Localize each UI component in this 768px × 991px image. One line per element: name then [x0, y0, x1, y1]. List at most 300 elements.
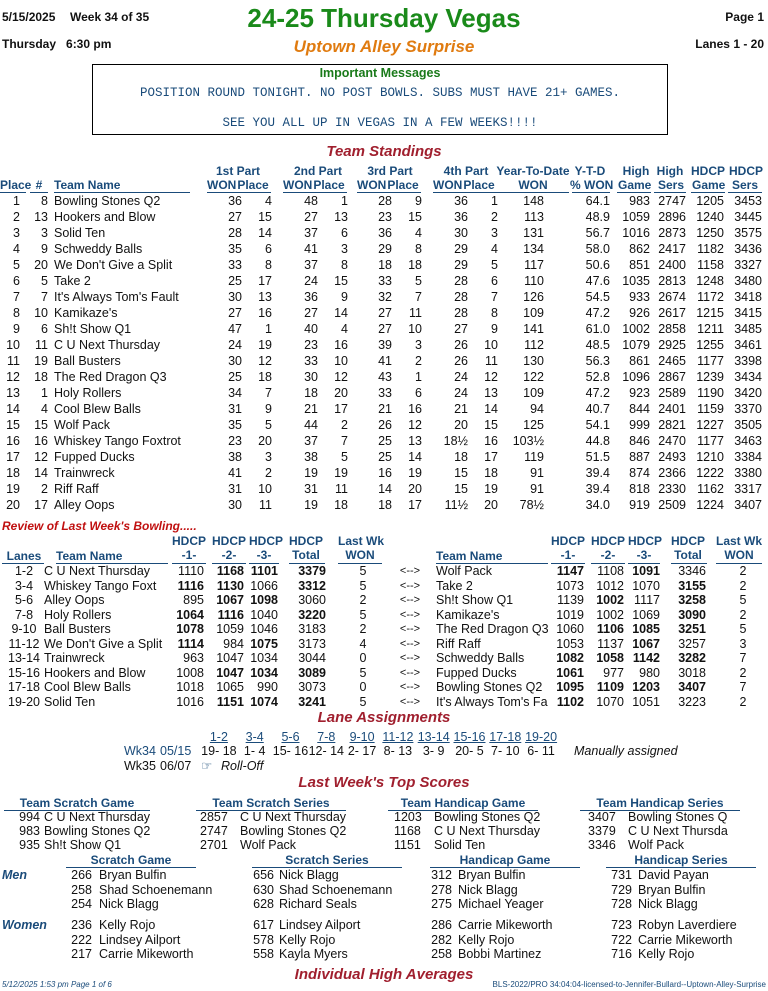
standings-cell: 16	[6, 434, 20, 448]
standings-cell: 18	[378, 498, 392, 512]
standings-cell: 1182	[697, 242, 724, 256]
lanes-title: Lane Assignments	[317, 709, 451, 726]
standings-cell: 7	[491, 290, 498, 304]
standings-cell: 19	[304, 498, 318, 512]
review-arrow: <-->	[399, 594, 421, 606]
standings-cell: 3317	[734, 482, 762, 496]
indiv-score: 729	[611, 882, 632, 897]
review-cell: 4	[359, 636, 367, 651]
standings-cell: Cool Blew Balls	[54, 402, 141, 416]
review-cell: It's Always Tom's Fa	[436, 694, 548, 709]
review-cell: 3223	[678, 694, 706, 709]
review-cell: Kamikaze's	[436, 607, 500, 622]
standings-cell: 2366	[658, 466, 686, 480]
review-header-team-2: Team Name	[436, 549, 503, 563]
review-arrow: <-->	[399, 579, 421, 592]
standings-cell: 18	[34, 370, 48, 384]
indiv-score: 630	[253, 882, 274, 897]
lane-pair: 9-10	[349, 730, 375, 744]
standings-cell: 1248	[696, 274, 724, 288]
review-cell: 1053	[556, 636, 584, 651]
standings-cell: 109	[523, 386, 544, 400]
standings-cell: 10	[408, 322, 422, 336]
standings-cell: 51.5	[585, 450, 610, 464]
header-pl-6: Place	[313, 178, 345, 192]
averages-title: Individual High Averages	[294, 966, 474, 983]
indiv-header: Scratch Series	[252, 853, 402, 868]
standings-cell: 29	[454, 242, 468, 256]
standings-cell: 861	[629, 354, 650, 368]
page-number: Page 1	[725, 10, 764, 24]
standings-cell: 846	[629, 434, 650, 448]
indiv-score: 617	[253, 918, 274, 932]
standings-cell: 3398	[734, 354, 762, 368]
standings-cell: 919	[629, 498, 650, 512]
standings-cell: 6	[265, 242, 272, 256]
review-header-g1-5: -1-	[181, 548, 197, 562]
standings-cell: 103½	[512, 434, 544, 448]
review-header-hd-3: HDCP	[289, 534, 324, 548]
review-cell: 2	[739, 564, 747, 578]
standings-cell: 14	[34, 466, 48, 480]
standings-cell: 38	[304, 450, 318, 464]
standings-cell: 2813	[658, 274, 686, 288]
standings-cell: 14	[6, 402, 20, 416]
standings-cell: 8	[41, 194, 48, 208]
standings-cell: 24	[228, 338, 242, 352]
standings-cell: 41	[228, 466, 242, 480]
standings-cell: 3436	[734, 242, 762, 256]
review-cell: Holy Rollers	[44, 607, 112, 622]
standings-cell: 11	[485, 354, 498, 368]
review-cell: 2	[359, 593, 367, 607]
standings-cell: 3	[341, 242, 348, 256]
standings-cell: 15	[334, 274, 348, 288]
standings-cell: 17	[408, 498, 422, 512]
standings-cell: 23	[378, 210, 392, 224]
standings-cell: 13	[34, 210, 48, 224]
review-cell: 3-4	[14, 578, 34, 593]
top-team-score: 1151	[394, 838, 421, 852]
indiv-name: Shad Schoenemann	[279, 882, 393, 897]
indiv-name: Carrie Mikeworth	[458, 918, 553, 932]
review-cell: 1034	[250, 665, 278, 680]
review-cell: 1067	[632, 636, 660, 651]
message-line-2: SEE YOU ALL UP IN VEGAS IN A FEW WEEKS!!!!	[222, 116, 538, 130]
standings-cell: 2589	[658, 386, 686, 400]
standings-cell: 12	[408, 418, 422, 432]
review-cell: 3089	[298, 665, 326, 680]
review-cell: 1046	[250, 622, 278, 636]
review-cell: 1109	[596, 680, 624, 694]
review-cell: 1082	[556, 651, 584, 665]
standings-cell: 3	[13, 226, 20, 240]
review-cell: Cool Blew Balls	[44, 680, 131, 694]
review-cell: 5	[359, 694, 367, 709]
review-cell: 5	[739, 593, 747, 607]
standings-cell: 24	[304, 274, 318, 288]
standings-cell: 26	[378, 418, 392, 432]
standings-cell: 3	[41, 226, 48, 240]
standings-cell: 48	[304, 194, 318, 208]
standings-cell: 851	[629, 258, 650, 272]
review-cell: 1130	[216, 578, 244, 593]
review-header-g3-17: -3-	[636, 548, 652, 562]
review-header-hd-13: HDCP	[671, 534, 706, 548]
lane-pair: 17-18	[489, 730, 522, 744]
review-cell: 1070	[632, 578, 660, 593]
standings-cell: 3	[491, 226, 498, 240]
standings-cell: 27	[304, 210, 318, 224]
review-cell: 1147	[556, 564, 584, 578]
standings-cell: 1158	[697, 258, 724, 272]
top-team-score: 935	[19, 838, 40, 852]
standings-cell: 43	[378, 370, 392, 384]
review-cell: 1117	[634, 593, 660, 607]
header-ytd: Year-To-Date	[496, 164, 570, 178]
review-arrow: <-->	[399, 637, 421, 650]
top-team-score: 983	[19, 824, 40, 838]
review-cell: 1137	[597, 636, 624, 651]
standings-cell: The Red Dragon Q3	[54, 370, 167, 384]
wk35-date: 06/07	[160, 759, 192, 773]
review-header-lanes: Lanes	[6, 549, 42, 563]
standings-cell: 32	[378, 290, 392, 304]
standings-cell: 36	[454, 210, 468, 224]
standings-cell: 15	[408, 210, 422, 224]
review-cell: 1018	[176, 680, 204, 694]
standings-cell: 25	[228, 370, 242, 384]
standings-cell: 11	[259, 498, 272, 512]
standings-cell: 1211	[697, 322, 724, 336]
review-cell: 1151	[216, 694, 244, 709]
review-cell: 17-18	[8, 680, 40, 694]
standings-cell: 20	[408, 482, 422, 496]
review-cell: 1070	[596, 694, 624, 709]
standings-cell: 3384	[734, 450, 762, 464]
header-hdcps: HDCP	[728, 164, 763, 178]
women-label: Women	[2, 918, 47, 932]
standings-cell: 117	[524, 258, 544, 272]
review-cell: 1012	[596, 578, 624, 593]
standings-cell: 2400	[658, 258, 686, 272]
header-pl-4: Place	[237, 178, 269, 192]
standings-cell: 11	[35, 338, 48, 352]
review-header-lw1-14: Last Wk	[716, 534, 763, 548]
header-pct-12: % WON	[570, 178, 614, 192]
standings-cell: 47.6	[585, 274, 610, 288]
standings-cell: 41	[304, 242, 318, 256]
review-cell: 1085	[632, 622, 660, 636]
standings-cell: 2747	[658, 194, 686, 208]
standings-cell: 2	[491, 210, 498, 224]
standings-cell: 12	[34, 450, 48, 464]
standings-cell: 3418	[734, 290, 762, 304]
standings-cell: 2821	[658, 418, 686, 432]
standings-cell: 19	[34, 354, 48, 368]
standings-cell: 18	[484, 466, 498, 480]
top-team-name: Bowling Stones Q2	[240, 824, 347, 838]
standings-cell: 1240	[696, 210, 724, 224]
messages-title: Important Messages	[319, 66, 441, 80]
standings-cell: 148	[523, 194, 544, 208]
pointing-hand-icon: ☞	[201, 758, 213, 773]
standings-cell: 112	[524, 338, 544, 352]
top-header: Team Scratch Series	[196, 796, 346, 811]
footer-right: BLS-2022/PRO 34:04:04-licensed-to-Jennifer-Bullard--Uptown-Alley-Surprise	[492, 980, 766, 989]
standings-cell: 7	[415, 290, 422, 304]
standings-cell: 3	[265, 450, 272, 464]
review-cell: 9-10	[11, 622, 37, 636]
standings-cell: 58.0	[585, 242, 610, 256]
standings-cell: 1227	[696, 418, 724, 432]
review-cell: 1066	[250, 578, 278, 593]
standings-cell: 15	[454, 482, 468, 496]
standings-cell: 16	[258, 306, 272, 320]
review-cell: 1116	[217, 607, 244, 622]
standings-cell: 37	[304, 258, 318, 272]
standings-cell: 2465	[658, 354, 686, 368]
header-hsers-16: Sers	[731, 178, 759, 192]
standings-cell: Sh!t Show Q1	[54, 322, 132, 336]
standings-cell: 23	[228, 434, 242, 448]
standings-cell: Schweddy Balls	[54, 242, 143, 256]
standings-cell: 8	[265, 258, 272, 272]
standings-cell: 39.4	[585, 466, 610, 480]
wk34-pair: 1- 4	[243, 744, 266, 758]
indiv-name: Nick Blagg	[638, 897, 698, 911]
standings-cell: 19	[408, 466, 422, 480]
standings-cell: 2417	[658, 242, 686, 256]
standings-cell: 1016	[622, 226, 650, 240]
header-hdcp: HDCP	[690, 164, 725, 178]
standings-cell: 14	[408, 450, 422, 464]
standings-cell: 31	[228, 482, 242, 496]
review-cell: 0	[359, 680, 367, 694]
review-cell: 1002	[596, 593, 624, 607]
indiv-name: Michael Yeager	[458, 897, 544, 911]
review-header-g3-7: -3-	[256, 548, 272, 562]
review-cell: 1064	[176, 607, 204, 622]
review-arrow: <-->	[399, 608, 421, 621]
standings-cell: 3463	[734, 434, 762, 448]
standings-cell: 5	[265, 418, 272, 432]
review-cell: 3	[739, 636, 747, 651]
top-team-score: 3346	[588, 838, 616, 852]
standings-cell: 6	[41, 322, 48, 336]
standings-cell: 1215	[696, 306, 724, 320]
review-cell: 3090	[678, 607, 706, 622]
standings-cell: 28	[228, 226, 242, 240]
review-cell: 1047	[216, 665, 244, 680]
standings-cell: 6	[415, 386, 422, 400]
standings-cell: 10	[6, 338, 20, 352]
standings-cell: 33	[378, 274, 392, 288]
standings-cell: 1250	[696, 226, 724, 240]
review-header-lw2-9: WON	[345, 548, 375, 562]
top-team-score: 2857	[200, 810, 228, 824]
standings-cell: 31	[228, 402, 242, 416]
indiv-score: 278	[431, 882, 452, 897]
review-cell: 1101	[250, 564, 278, 578]
review-cell: 5	[359, 607, 367, 622]
standings-cell: 44	[304, 418, 318, 432]
standings-cell: Solid Ten	[54, 226, 106, 240]
standings-cell: 17	[34, 498, 48, 512]
standings-cell: Kamikaze's	[54, 306, 118, 320]
standings-cell: 4	[265, 194, 272, 208]
review-cell: Hookers and Blow	[44, 665, 146, 680]
top-team-score: 2701	[200, 838, 228, 852]
standings-cell: 131	[523, 226, 544, 240]
review-cell: 1047	[216, 651, 244, 665]
indiv-score: 275	[431, 897, 452, 911]
review-cell: Whiskey Tango Foxt	[44, 578, 157, 593]
standings-cell: 39	[378, 338, 392, 352]
standings-cell: 2401	[658, 402, 686, 416]
standings-cell: 29	[378, 242, 392, 256]
review-cell: 1102	[556, 694, 584, 709]
standings-cell: 12	[334, 370, 348, 384]
header-pl-10: Place	[463, 178, 495, 192]
review-cell: 1095	[556, 680, 584, 694]
review-header-hd-11: HDCP	[591, 534, 626, 548]
standings-cell: 1177	[697, 434, 724, 448]
standings-cell: 1059	[622, 210, 650, 224]
header-p4: 4th Part	[443, 164, 489, 178]
standings-cell: 54.5	[585, 290, 610, 304]
standings-cell: 1177	[697, 354, 724, 368]
indiv-score: 282	[431, 932, 452, 947]
review-header-hd-12: HDCP	[628, 534, 663, 548]
standings-cell: It's Always Tom's Fault	[54, 290, 179, 304]
standings-cell: 3380	[734, 466, 762, 480]
day-time: Thursday 6:30 pm	[2, 37, 112, 51]
header-pl-8: Place	[387, 178, 419, 192]
indiv-score: 716	[611, 947, 632, 961]
standings-cell: 7	[265, 386, 272, 400]
standings-cell: 2470	[658, 434, 686, 448]
standings-cell: 3407	[734, 498, 762, 512]
wk34-pair: 15- 16	[272, 744, 309, 758]
indiv-name: Bryan Bulfin	[638, 882, 706, 897]
review-header-lw1-4: Last Wk	[338, 534, 385, 548]
review-cell: The Red Dragon Q3	[436, 622, 549, 636]
standings-cell: 14	[258, 226, 272, 240]
top-team-name: C U Next Thursday	[434, 824, 541, 838]
standings-cell: 18	[6, 466, 20, 480]
review-cell: 1114	[177, 636, 204, 651]
review-cell: Riff Raff	[436, 636, 481, 651]
standings-cell: 4	[491, 242, 498, 256]
standings-cell: 20	[34, 258, 48, 272]
review-cell: 13-14	[8, 651, 40, 665]
standings-cell: 5	[341, 450, 348, 464]
review-cell: 5	[359, 665, 367, 680]
indiv-name: Shad Schoenemann	[99, 882, 213, 897]
review-cell: 1019	[556, 607, 584, 622]
review-header-team: Team Name	[56, 549, 123, 563]
indiv-score: 254	[71, 897, 92, 911]
standings-cell: 91	[530, 482, 544, 496]
review-cell: 3346	[678, 564, 706, 578]
review-header-hd-10: HDCP	[551, 534, 586, 548]
standings-cell: 130	[523, 354, 544, 368]
lane-pair: 15-16	[453, 730, 486, 744]
standings-cell: 3370	[734, 402, 762, 416]
standings-cell: 3480	[734, 274, 762, 288]
standings-cell: 999	[629, 418, 650, 432]
review-cell: Fupped Ducks	[436, 665, 517, 680]
review-cell: 1108	[597, 564, 624, 578]
review-cell: 1075	[250, 636, 278, 651]
standings-cell: 28	[454, 274, 468, 288]
standings-cell: 78½	[519, 498, 544, 512]
lane-pair: 7-8	[317, 730, 336, 744]
standings-cell: 1255	[696, 338, 724, 352]
standings-cell: Bowling Stones Q2	[54, 194, 161, 208]
indiv-name: David Payan	[638, 868, 709, 882]
review-cell: 3073	[298, 680, 326, 694]
review-cell: 1051	[632, 694, 660, 709]
indiv-name: Kelly Rojo	[279, 932, 336, 947]
standings-cell: 9	[41, 242, 48, 256]
standings-cell: 1224	[696, 498, 724, 512]
wk34-pair: 19- 18	[201, 744, 237, 758]
standings-cell: Fupped Ducks	[54, 450, 135, 464]
review-cell: 1116	[177, 578, 204, 593]
standings-cell: Ball Busters	[54, 354, 121, 368]
standings-cell: 15	[484, 418, 498, 432]
standings-cell: 48.9	[585, 210, 610, 224]
standings-cell: 27	[378, 306, 392, 320]
standings-cell: 10	[334, 354, 348, 368]
standings-cell: 2867	[658, 370, 686, 384]
standings-cell: 18	[258, 370, 272, 384]
indiv-score: 217	[71, 947, 92, 961]
review-cell: 5-6	[14, 593, 34, 607]
review-header-lw2-19: WON	[724, 548, 754, 562]
standings-cell: 3505	[734, 418, 762, 432]
review-cell: 1061	[556, 665, 584, 680]
standings-cell: Holy Rollers	[54, 386, 122, 400]
review-cell: 3241	[298, 694, 326, 709]
standings-cell: 25	[378, 450, 392, 464]
standings-cell: 12	[6, 370, 20, 384]
header-place-0: Place	[0, 178, 32, 192]
top-team-name: C U Next Thursda	[628, 824, 728, 838]
standings-cell: 16	[34, 434, 48, 448]
wk34-pair: 6- 11	[527, 744, 555, 758]
standings-cell: 3461	[734, 338, 762, 352]
standings-cell: 34.0	[585, 498, 610, 512]
standings-cell: 2858	[658, 322, 686, 336]
wk34-pair: 3- 9	[422, 744, 445, 758]
standings-cell: 923	[629, 386, 650, 400]
review-cell: 895	[183, 593, 204, 607]
review-cell: 3183	[298, 622, 326, 636]
review-cell: 3220	[298, 607, 326, 622]
standings-cell: 24	[454, 386, 468, 400]
standings-cell: 1210	[696, 450, 724, 464]
men-label: Men	[2, 868, 27, 882]
lane-pair: 11-12	[382, 730, 414, 744]
indiv-score: 728	[611, 897, 632, 911]
standings-cell: 54.1	[585, 418, 610, 432]
standings-cell: 20	[484, 498, 498, 512]
review-cell: 1002	[596, 607, 624, 622]
wk34-note: Manually assigned	[574, 744, 678, 758]
